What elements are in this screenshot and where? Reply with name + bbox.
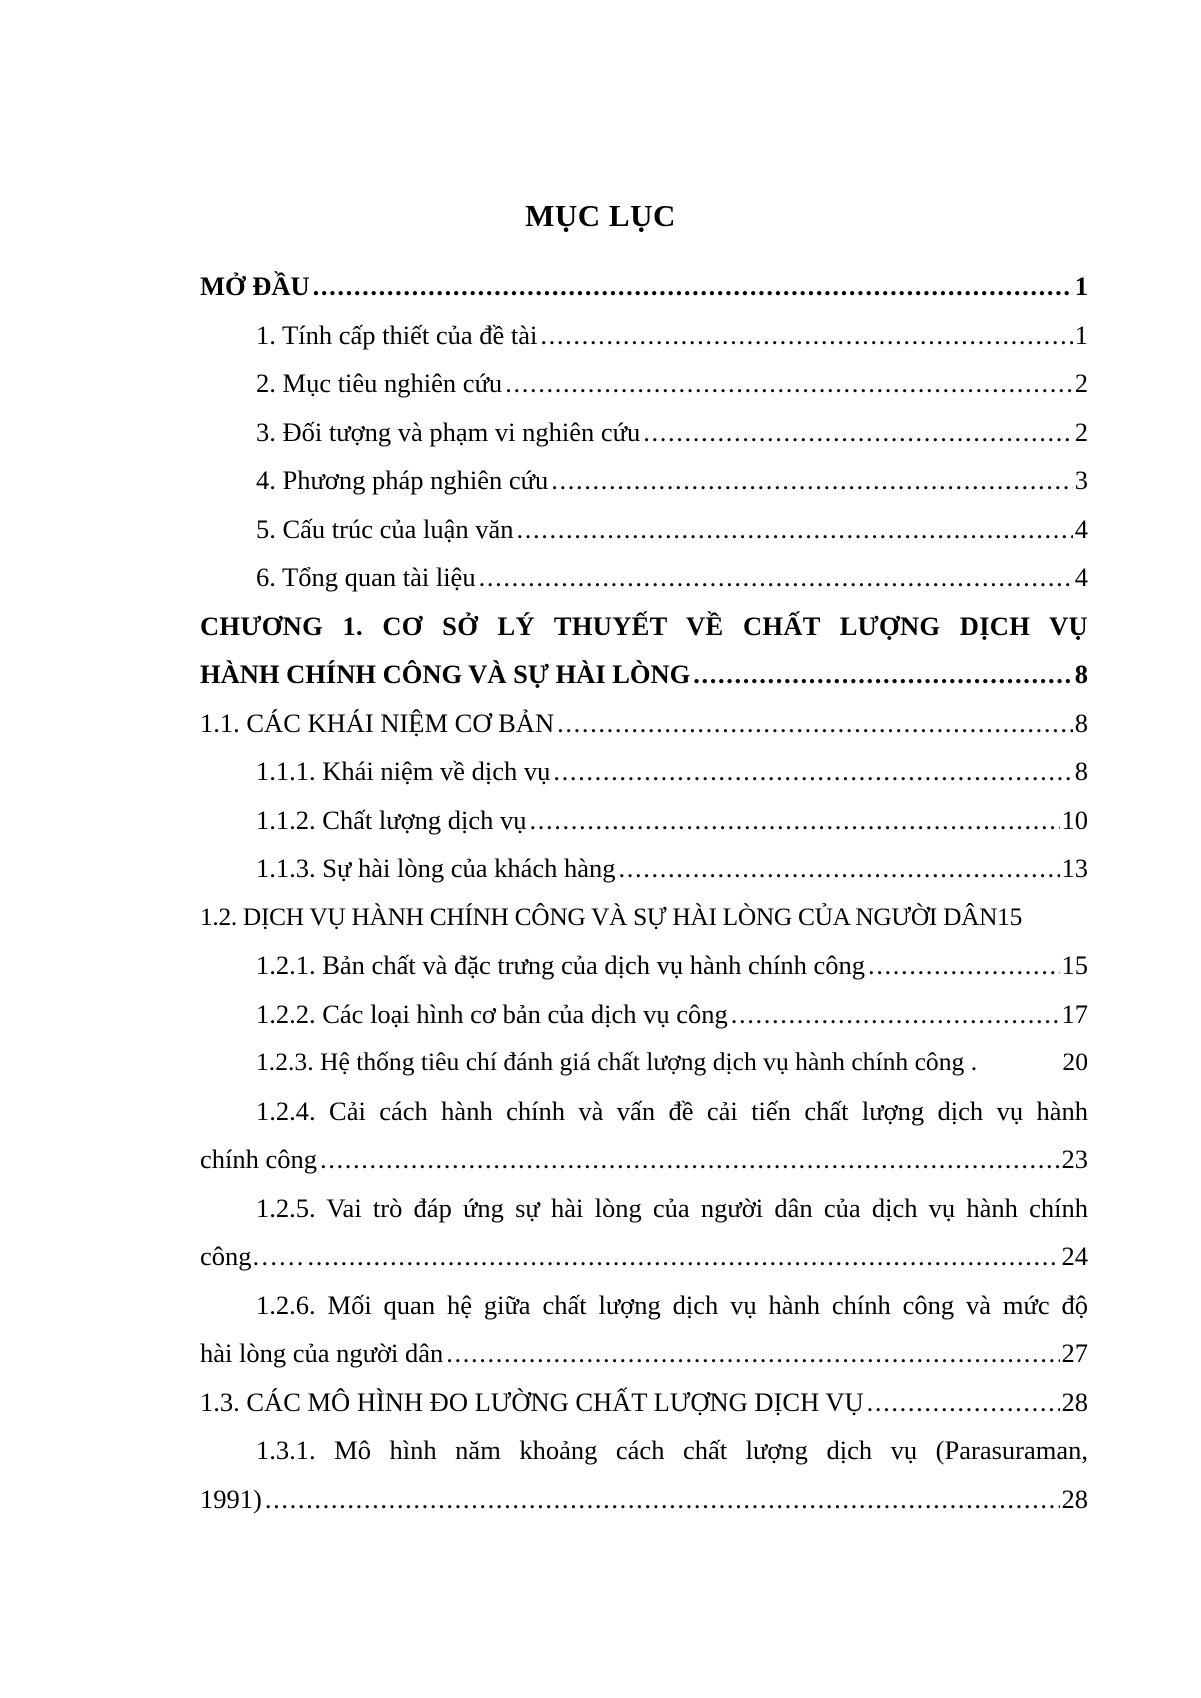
toc-entry[interactable] bbox=[200, 1426, 1088, 1523]
toc-entry-page: 8 bbox=[1074, 659, 1088, 689]
leader-dots bbox=[265, 1475, 1060, 1524]
toc-entry[interactable] bbox=[200, 1184, 1088, 1281]
toc-entry-page: 20 bbox=[1062, 1047, 1088, 1076]
leader-dots bbox=[643, 408, 1073, 457]
toc-entry[interactable] bbox=[200, 1038, 1088, 1087]
toc-entry[interactable] bbox=[200, 456, 1088, 505]
toc-entry-label: 1.2.1. Bản chất và đặc trưng của dịch vụ hành chính công bbox=[256, 950, 865, 980]
toc-entry-label: 5. Cấu trúc của luận văn bbox=[256, 513, 514, 544]
toc-entry-label: MỞ ĐẦU bbox=[200, 271, 310, 301]
toc-entry-page: 1 bbox=[1074, 319, 1088, 350]
toc-entry-label: 1.3. CÁC MÔ HÌNH ĐO LƯỜNG CHẤT LƯỢNG DỊCH VỤ bbox=[200, 1386, 864, 1417]
toc-entry-label-line1: 1.2.6. Mối quan hệ giữa chất lượng dịch vụ hành chính công và mức độ bbox=[256, 1289, 1088, 1320]
toc-entry-page: 28 bbox=[1061, 1483, 1088, 1514]
leader-dots bbox=[308, 1232, 1060, 1281]
toc-entry-label: 1.2.2. Các loại hình cơ bản của dịch vụ công bbox=[256, 998, 728, 1029]
toc-entry-page: 8 bbox=[1074, 756, 1088, 786]
toc-entry-label: 1.2.3. Hệ thống tiêu chí đánh giá chất lượng dịch vụ hành chính công . bbox=[256, 1047, 978, 1076]
toc-entry-label-line2: công…… bbox=[200, 1241, 305, 1271]
toc-entry[interactable] bbox=[200, 893, 1088, 942]
leader-dots bbox=[619, 844, 1060, 893]
toc-entry-page: 15 bbox=[1061, 950, 1088, 980]
toc-entry[interactable] bbox=[200, 262, 1088, 311]
toc-entry-label-line1: 1.3.1. Mô hình năm khoảng cách chất lượng dịch vụ (Parasuraman, bbox=[256, 1435, 1088, 1465]
toc-entry-label-line1: CHƯƠNG 1. CƠ SỞ LÝ THUYẾT VỀ CHẤT LƯỢNG DỊCH VỤ bbox=[200, 610, 1088, 641]
leader-dots bbox=[551, 456, 1072, 505]
toc-entry-label: 1. Tính cấp thiết của đề tài bbox=[256, 319, 538, 350]
toc-entry-page: 2 bbox=[1074, 416, 1088, 447]
toc-entry-label-line2: chính công bbox=[200, 1144, 318, 1174]
toc-entry-label: 1.2. DỊCH VỤ HÀNH CHÍNH CÔNG VÀ SỰ HÀI LÒNG CỦA NGƯỜI DÂN15 bbox=[200, 902, 1022, 931]
toc-entry[interactable] bbox=[200, 359, 1088, 408]
toc-entry-label: 1.1.3. Sự hài lòng của khách hàng bbox=[256, 853, 616, 883]
toc-entry-page: 27 bbox=[1061, 1338, 1088, 1368]
toc-entry-page: 3 bbox=[1074, 465, 1088, 495]
toc-entry-page: 28 bbox=[1061, 1386, 1088, 1417]
toc-entry[interactable] bbox=[200, 602, 1088, 699]
toc-entry-label-line2: 1991) bbox=[200, 1483, 262, 1514]
toc-entry-page: 10 bbox=[1061, 804, 1088, 835]
toc-entry-label: 1.1. CÁC KHÁI NIỆM CƠ BẢN bbox=[200, 707, 555, 738]
toc-entry[interactable] bbox=[200, 1281, 1088, 1378]
leader-dots bbox=[517, 505, 1073, 554]
toc-entry-label: 1.1.2. Chất lượng dịch vụ bbox=[256, 804, 527, 835]
toc-entry[interactable] bbox=[200, 747, 1088, 796]
toc-entry-label-line1: 1.2.5. Vai trò đáp ứng sự hài lòng của người dân của dịch vụ hành chính bbox=[256, 1192, 1088, 1223]
leader-dots bbox=[313, 262, 1073, 311]
toc-entry[interactable] bbox=[200, 796, 1088, 845]
toc-entry[interactable] bbox=[200, 408, 1088, 457]
toc-entry[interactable] bbox=[200, 1087, 1088, 1184]
leader-dots bbox=[320, 1135, 1059, 1184]
toc-entry-page: 23 bbox=[1061, 1144, 1088, 1174]
leader-dots bbox=[553, 747, 1072, 796]
toc-entry[interactable] bbox=[200, 941, 1088, 990]
toc-entry-page: 2 bbox=[1074, 368, 1088, 398]
leader-dots bbox=[867, 1378, 1060, 1427]
toc-entry[interactable] bbox=[200, 505, 1088, 554]
toc-entry-label-line2: HÀNH CHÍNH CÔNG VÀ SỰ HÀI LÒNG bbox=[200, 659, 691, 689]
toc-title: MỤC LỤC bbox=[525, 198, 676, 233]
toc-entry-label: 1.1.1. Khái niệm về dịch vụ bbox=[256, 756, 551, 786]
toc-entry[interactable] bbox=[200, 990, 1088, 1039]
table-of-contents bbox=[200, 262, 1088, 1523]
toc-entry[interactable] bbox=[200, 311, 1088, 360]
toc-entry-label: 2. Mục tiêu nghiên cứu bbox=[256, 368, 503, 398]
toc-entry-label: 4. Phương pháp nghiên cứu bbox=[256, 465, 549, 495]
toc-entry-page: 1 bbox=[1074, 271, 1088, 301]
leader-dots bbox=[540, 311, 1072, 360]
toc-entry-page: 8 bbox=[1074, 707, 1088, 738]
toc-entry-page: 24 bbox=[1061, 1241, 1088, 1271]
leader-dots bbox=[446, 1329, 1059, 1378]
toc-entry[interactable] bbox=[200, 553, 1088, 602]
toc-entry-page: 13 bbox=[1061, 853, 1088, 883]
toc-entry-page: 4 bbox=[1074, 513, 1088, 544]
leader-dots bbox=[868, 941, 1060, 990]
leader-dots bbox=[557, 699, 1073, 748]
leader-dots bbox=[693, 650, 1072, 699]
toc-entry-label: 3. Đối tượng và phạm vi nghiên cứu bbox=[256, 416, 641, 447]
toc-entry-label: 6. Tổng quan tài liệu bbox=[256, 562, 476, 592]
toc-entry-label-line1: 1.2.4. Cải cách hành chính và vấn đề cải tiến chất lượng dịch vụ hành bbox=[256, 1095, 1088, 1126]
leader-dots bbox=[530, 796, 1060, 845]
leader-dots bbox=[505, 359, 1073, 408]
toc-entry-page: 4 bbox=[1074, 562, 1088, 592]
toc-entry[interactable] bbox=[200, 844, 1088, 893]
toc-entry-page: 17 bbox=[1061, 998, 1088, 1029]
toc-entry-label-line2: hài lòng của người dân bbox=[200, 1338, 444, 1368]
leader-dots bbox=[731, 990, 1060, 1039]
toc-entry[interactable] bbox=[200, 1378, 1088, 1427]
toc-entry[interactable] bbox=[200, 699, 1088, 748]
leader-dots bbox=[479, 553, 1073, 602]
